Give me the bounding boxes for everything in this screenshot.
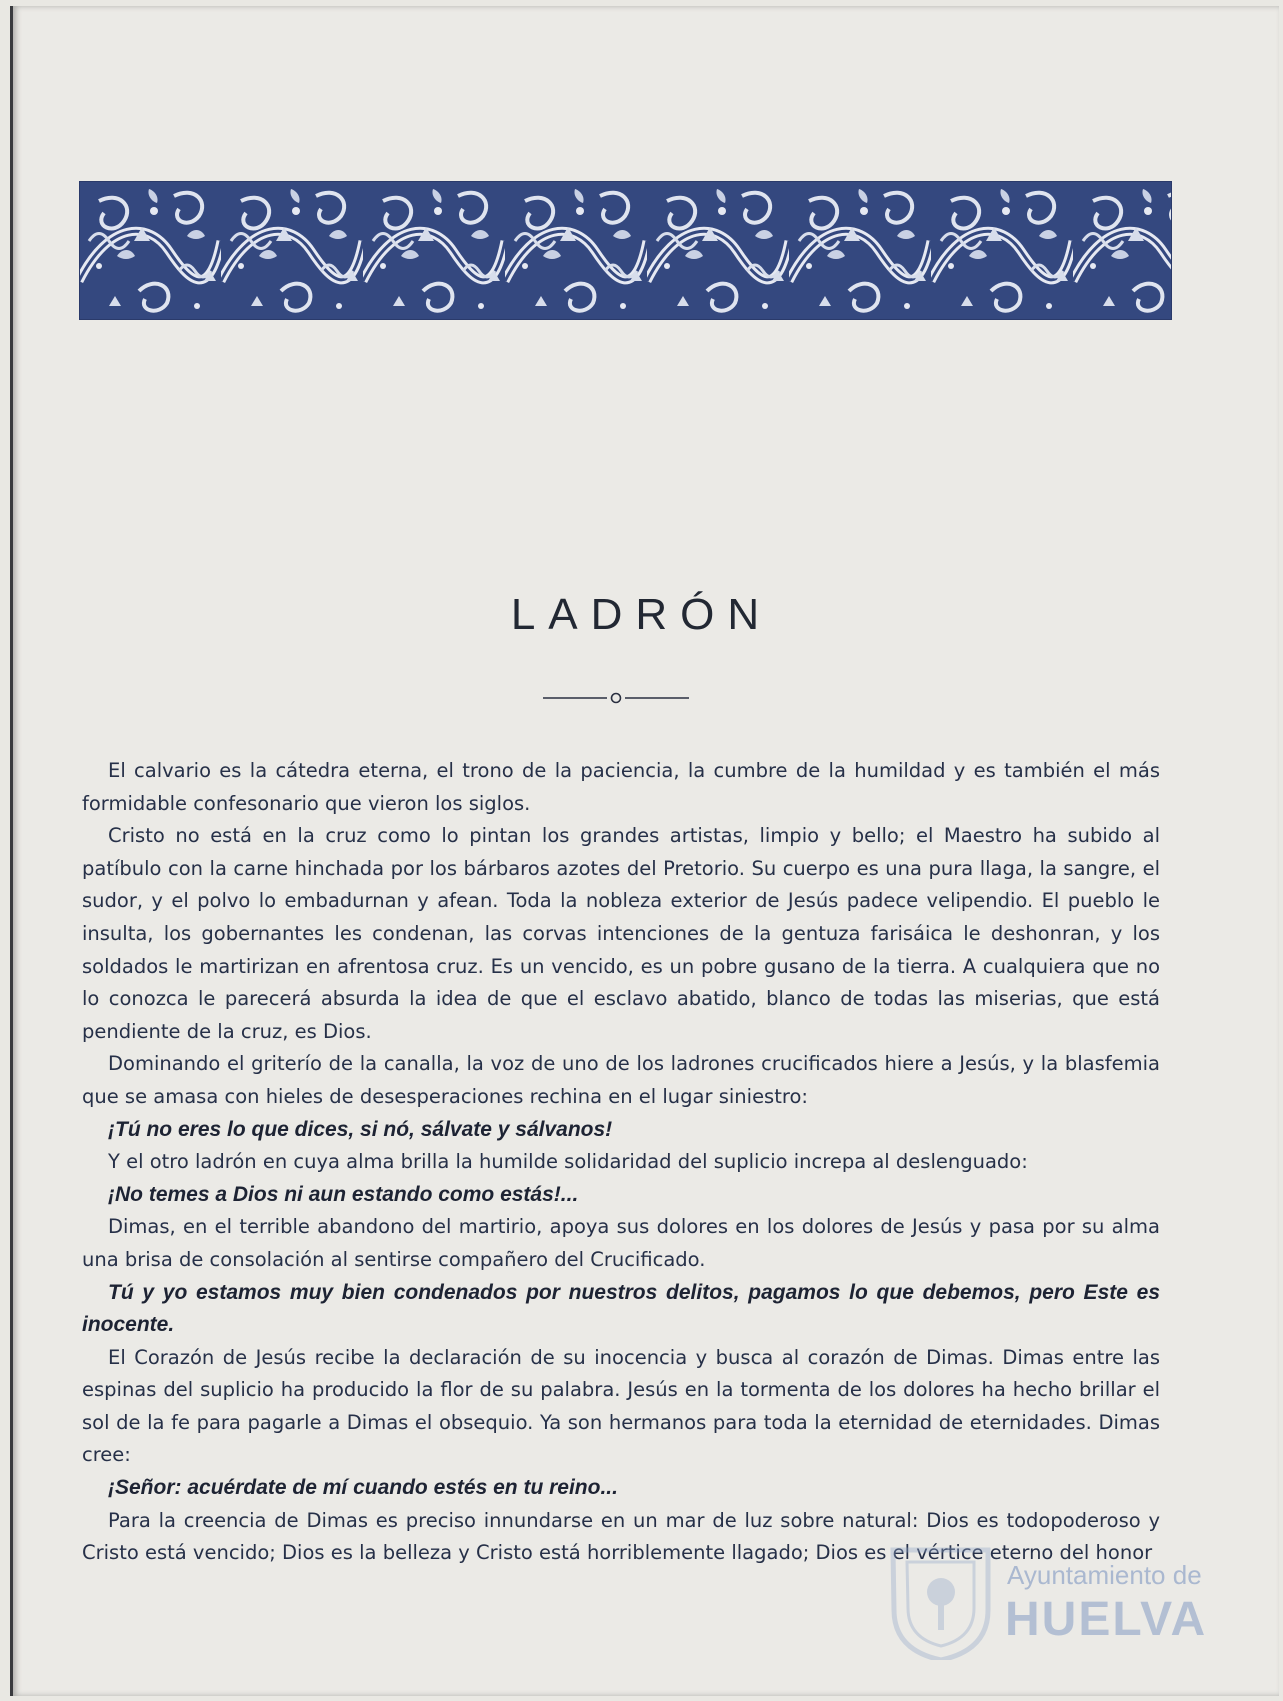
body-text xyxy=(82,755,1160,1570)
title-divider-ornament xyxy=(543,690,689,706)
body-paragraph: El Corazón de Jesús recibe la declaración de su inocencia y busca al corazón de Dimas. Dimas entre las espinas del suplicio ha producido la flor de su palabra. Jesús en la tormenta de los dolores ha hecho brillar el sol de la fe para pagarle a Dimas el obsequio. Ya son hermanos para toda la eternidad de eternidades. Dimas cree: xyxy=(82,1345,1160,1467)
body-paragraph: Dimas, en el terrible abandono del martirio, apoya sus dolores en los dolores de Jesús y pasa por su alma una brisa de consolación al sentirse compañero del Crucificado. xyxy=(82,1215,1160,1271)
quote-paragraph: ¡Tú no eres lo que dices, si nó, sálvate y sálvanos! xyxy=(108,1117,613,1141)
decorative-header-band xyxy=(79,181,1172,320)
scrollwork-ornament xyxy=(79,181,1172,320)
quote-paragraph: ¡Señor: acuérdate de mí cuando estés en tu reino... xyxy=(108,1476,618,1500)
quote-paragraph: ¡No temes a Dios ni aun estando como estás!... xyxy=(108,1182,579,1206)
body-paragraph: Para la creencia de Dimas es preciso innundarse en un mar de luz sobre natural: Dios es todopoderoso y Cristo está vencido; Dios es la belleza y Cristo está horriblemente llagado; Dios es el vértice eterno del honor xyxy=(82,1508,1160,1565)
watermark-line2: HUELVA xyxy=(1005,1593,1208,1646)
body-paragraph: Y el otro ladrón en cuya alma brilla la humilde solidaridad del suplicio increpa al deslenguado: xyxy=(108,1150,1028,1174)
body-paragraph: Cristo no está en la cruz como lo pintan los grandes artistas, limpio y bello; el Maestro ha subido al patíbulo con la carne hinchada por los bárbaros azotes del Pretorio. Su cuerpo es una pura llaga, la sangre, el sudor, y el polvo lo embadurnan y afean. Toda la nobleza exterior de Jesús padece velipendio. El pueblo le insulta, los gobernantes les condenan, las corvas intenciones de la gentuza farisáica le deshonran, y los soldados le martirizan en afrentosa cruz. Es un vencido, es un pobre gusano de la tierra. A cualquiera que no lo conozca le parecerá absurda la idea de que el esclavo abatido, blanco de todas las miserias, que está pendiente de la cruz, es Dios. xyxy=(82,824,1160,1043)
watermark-line1: Ayuntamiento de xyxy=(1007,1560,1202,1590)
body-paragraph: El calvario es la cátedra eterna, el trono de la paciencia, la cumbre de la humildad y es también el más formidable confesonario que vieron los siglos. xyxy=(82,759,1160,815)
body-paragraph: Dominando el griterío de la canalla, la voz de uno de los ladrones crucificados hiere a Jesús, y la blasfemia que se amasa con hieles de desesperaciones rechina en el lugar siniestro: xyxy=(82,1052,1160,1108)
quote-paragraph: Tú y yo estamos muy bien condenados por nuestros delitos, pagamos lo que debemos, pero Este es inocente. xyxy=(82,1280,1160,1337)
page-title: LADRÓN xyxy=(510,590,773,639)
